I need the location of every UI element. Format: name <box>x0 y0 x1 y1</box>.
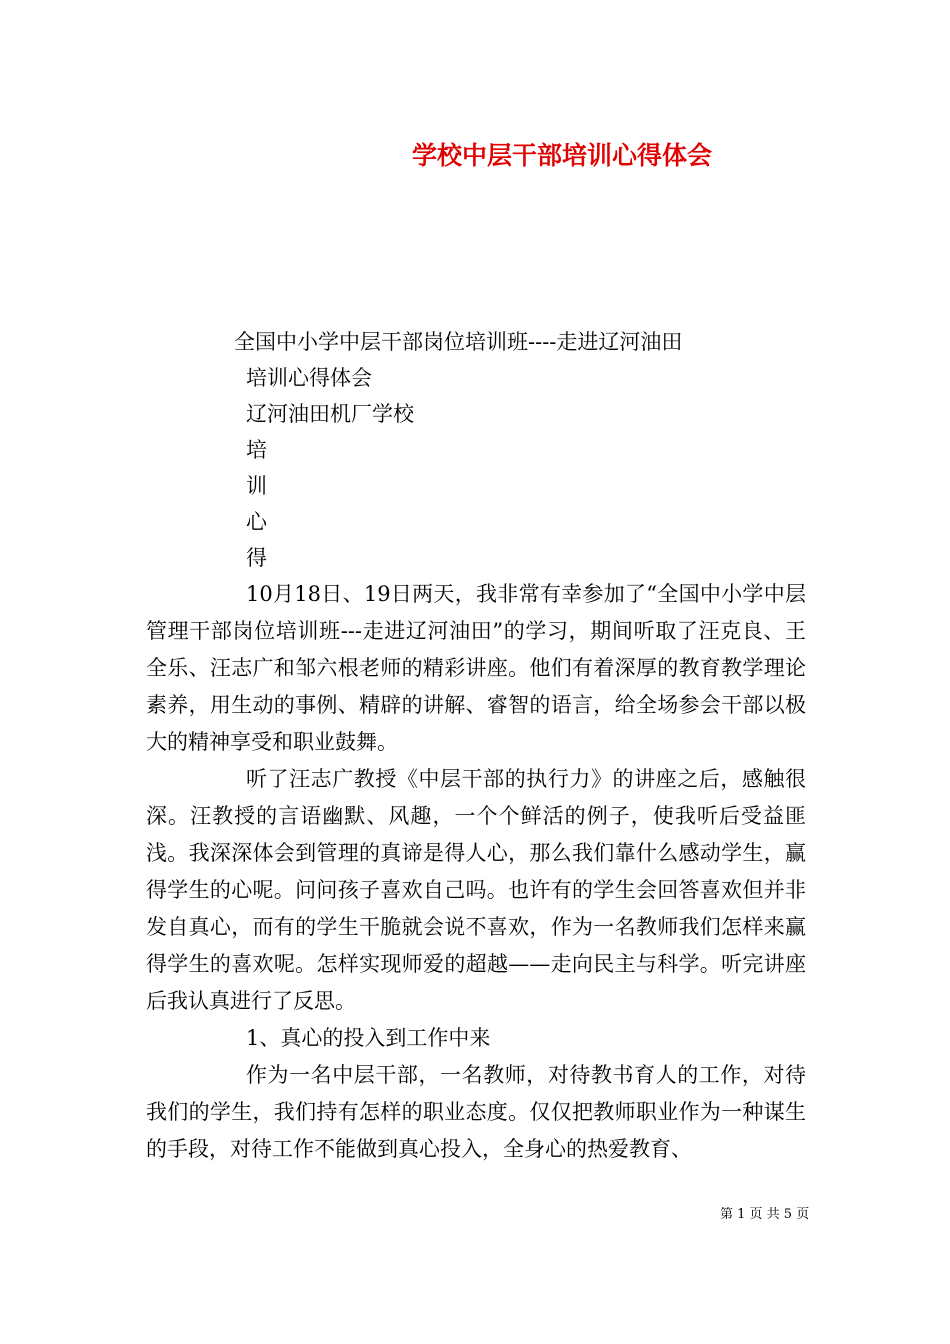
vertical-char-4: 得 <box>246 546 267 570</box>
page-footer: 第 1 页 共 5 页 <box>720 1207 810 1222</box>
body-text <box>146 576 806 1168</box>
section-heading-1: 1、真心的投入到工作中来 <box>246 1026 491 1050</box>
document-title: 学校中层干部培训心得体会 <box>412 141 713 170</box>
school-name: 辽河油田机厂学校 <box>246 402 414 426</box>
vertical-char-1: 培 <box>246 438 267 462</box>
subtitle-line-2: 培训心得体会 <box>246 366 372 390</box>
paragraph-3: 作为一名中层干部，一名教师，对待教书育人的工作，对待我们的学生，我们持有怎样的职业态度。仅仅把教师职业作为一种谋生的手段，对待工作不能做到真心投入，全身心的热爱教育、 <box>146 1063 806 1161</box>
paragraph-1: 10月18日、19日两天，我非常有幸参加了“全国中小学中层管理干部岗位培训班---走进辽河油田”的学习，期间听取了汪克良、王全乐、汪志广和邹六根老师的精彩讲座。他们有着深厚的教育教学理论素养，用生动的事例、精辟的讲解、睿智的语言，给全场参会干部以极大的精神享受和职业鼓舞。 <box>146 582 806 754</box>
subtitle-line-1: 全国中小学中层干部岗位培训班----走进辽河油田 <box>234 330 683 354</box>
vertical-char-2: 训 <box>246 474 267 498</box>
paragraph-2: 听了汪志广教授《中层干部的执行力》的讲座之后，感触很深。汪教授的言语幽默、风趣，一个个鲜活的例子，使我听后受益匪浅。我深深体会到管理的真谛是得人心，那么我们靠什么感动学生，赢得学生的心呢。问问孩子喜欢自己吗。也许有的学生会回答喜欢但并非发自真心，而有的学生干脆就会说不喜欢，作为一名教师我们怎样来赢得学生的喜欢呢。怎样实现师爱的超越——走向民主与科学。听完讲座后我认真进行了反思。 <box>146 767 806 1013</box>
vertical-char-3: 心 <box>246 510 267 534</box>
